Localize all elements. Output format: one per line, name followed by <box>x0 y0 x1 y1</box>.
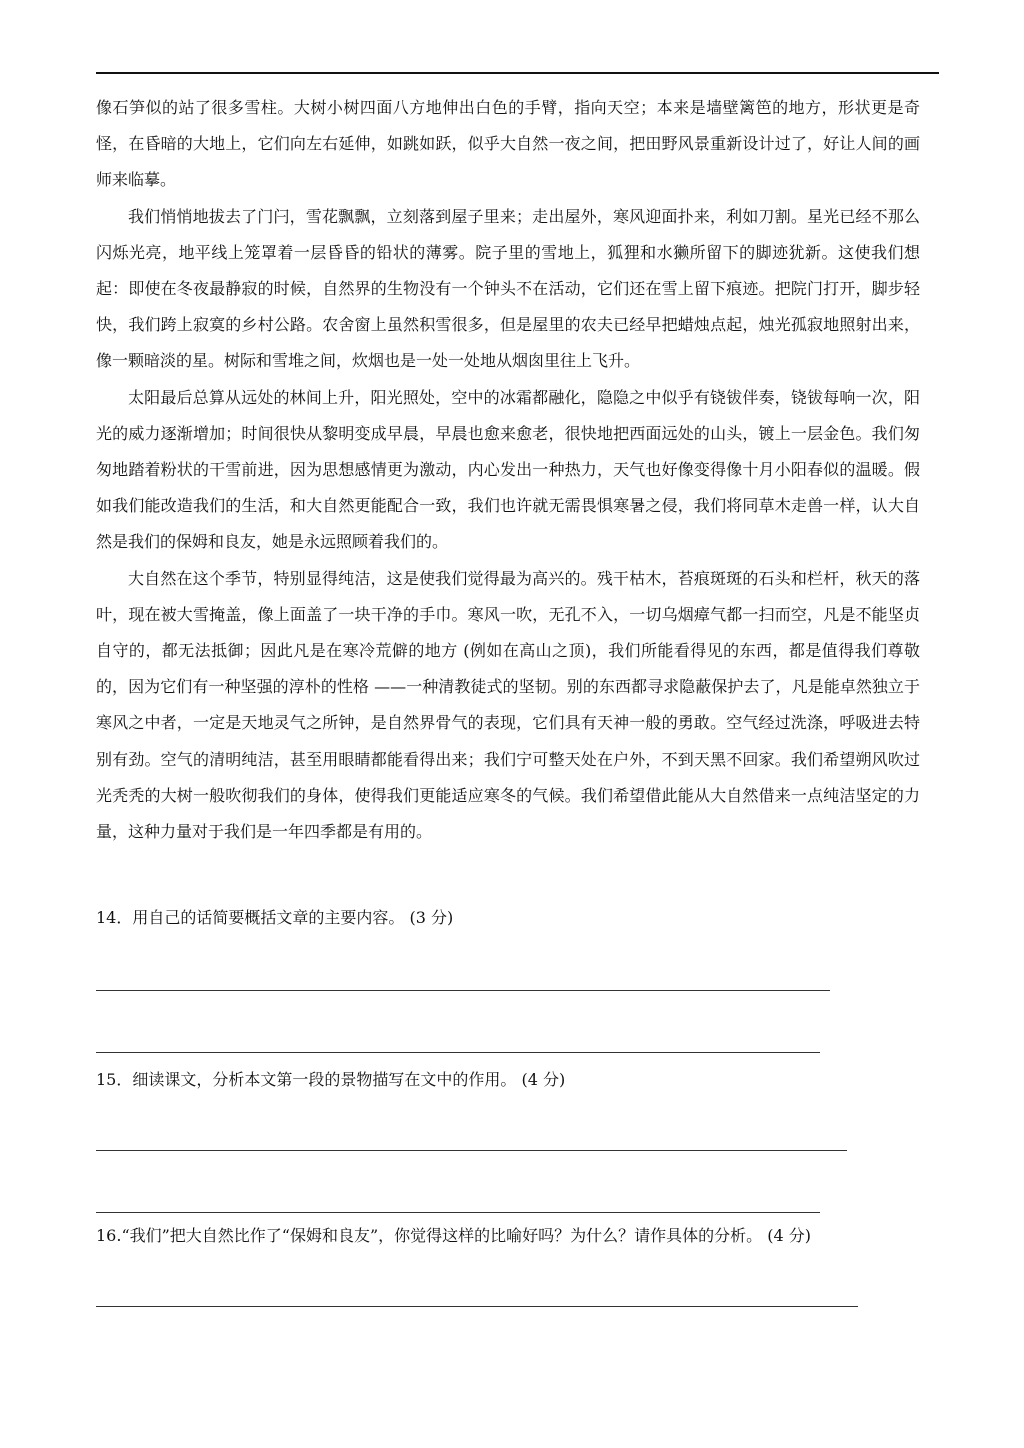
header-rule <box>96 72 939 74</box>
answer-line-15-a[interactable] <box>96 1150 847 1151</box>
answer-line-14-a[interactable] <box>96 990 830 991</box>
passage-paragraph-3: 太阳最后总算从远处的林间上升，阳光照处，空中的冰霜都融化，隐隐之中似乎有铙钹伴奏，铙钹每响一次，阳光的威力逐渐增加；时间很快从黎明变成早晨，早晨也愈来愈老，很快地把西面远处的山头，镀上一层金色。我们匆匆地踏着粉状的干雪前进，因为思想感情更为激动，内心发出一种热力，天气也好像变得像十月小阳春似的温暖。假如我们能改造我们的生活，和大自然更能配合一致，我们也许就无需畏惧寒暑之侵，我们将同草木走兽一样，认大自然是我们的保姆和良友，她是永远照顾着我们的。 <box>96 387 920 552</box>
answer-line-15-b[interactable] <box>96 1212 820 1213</box>
passage-paragraph-1: 像石笋似的站了很多雪柱。大树小树四面八方地伸出白色的手臂，指向天空；本来是墙壁篱笆的地方，形状更是奇怪，在昏暗的大地上，它们向左右延伸，如跳如跃，似乎大自然一夜之间，把田野风景重新设计过了，好让人间的画师来临摹。 <box>96 98 920 190</box>
reading-passage <box>96 90 920 850</box>
answer-line-14-b[interactable] <box>96 1052 820 1053</box>
question-14: 14．用自己的话简要概括文章的主要内容。 (3 分) <box>96 908 454 927</box>
question-16: 16.“我们”把大自然比作了“保姆和良友”，你觉得这样的比喻好吗？为什么？请作具体的分析。 (4 分) <box>96 1226 812 1245</box>
question-15: 15．细读课文，分析本文第一段的景物描写在文中的作用。 (4 分) <box>96 1070 566 1089</box>
passage-paragraph-4: 大自然在这个季节，特别显得纯洁，这是使我们觉得最为高兴的。残干枯木，苔痕斑斑的石头和栏杆，秋天的落叶，现在被大雪掩盖，像上面盖了一块干净的手巾。寒风一吹，无孔不入，一切乌烟瘴气都一扫而空，凡是不能坚贞自守的，都无法抵御；因此凡是在寒冷荒僻的地方 (例如在高山之顶)，我们所能看得见的东西，都是值得我们尊敬的，因为它们有一种坚强的淳朴的性格 ——一种清教徒式的坚韧。别的东西都寻求隐蔽保护去了，凡是能卓然独立于寒风之中者，一定是天地灵气之所钟，是自然界骨气的表现，它们具有天神一般的勇敢。空气经过洗涤，呼吸进去特别有劲。空气的清明纯洁，甚至用眼睛都能看得出来；我们宁可整天处在户外，不到天黑不回家。我们希望朔风吹过光秃秃的大树一般吹彻我们的身体，使得我们更能适应寒冬的气候。我们希望借此能从大自然借来一点纯洁坚定的力量，这种力量对于我们是一年四季都是有用的。 <box>96 568 920 842</box>
passage-paragraph-2: 我们悄悄地拔去了门闩，雪花飘飘，立刻落到屋子里来；走出屋外，寒风迎面扑来，利如刀割。星光已经不那么闪烁光亮，地平线上笼罩着一层昏昏的铅状的薄雾。院子里的雪地上，狐狸和水獭所留下的脚迹犹新。这使我们想起：即使在冬夜最静寂的时候，自然界的生物没有一个钟头不在活动，它们还在雪上留下痕迹。把院门打开，脚步轻快，我们跨上寂寞的乡村公路。农舍窗上虽然积雪很多，但是屋里的农夫已经早把蜡烛点起，烛光孤寂地照射出来，像一颗暗淡的星。树际和雪堆之间，炊烟也是一处一处地从烟囱里往上飞升。 <box>96 206 920 371</box>
answer-line-16-a[interactable] <box>96 1306 858 1307</box>
